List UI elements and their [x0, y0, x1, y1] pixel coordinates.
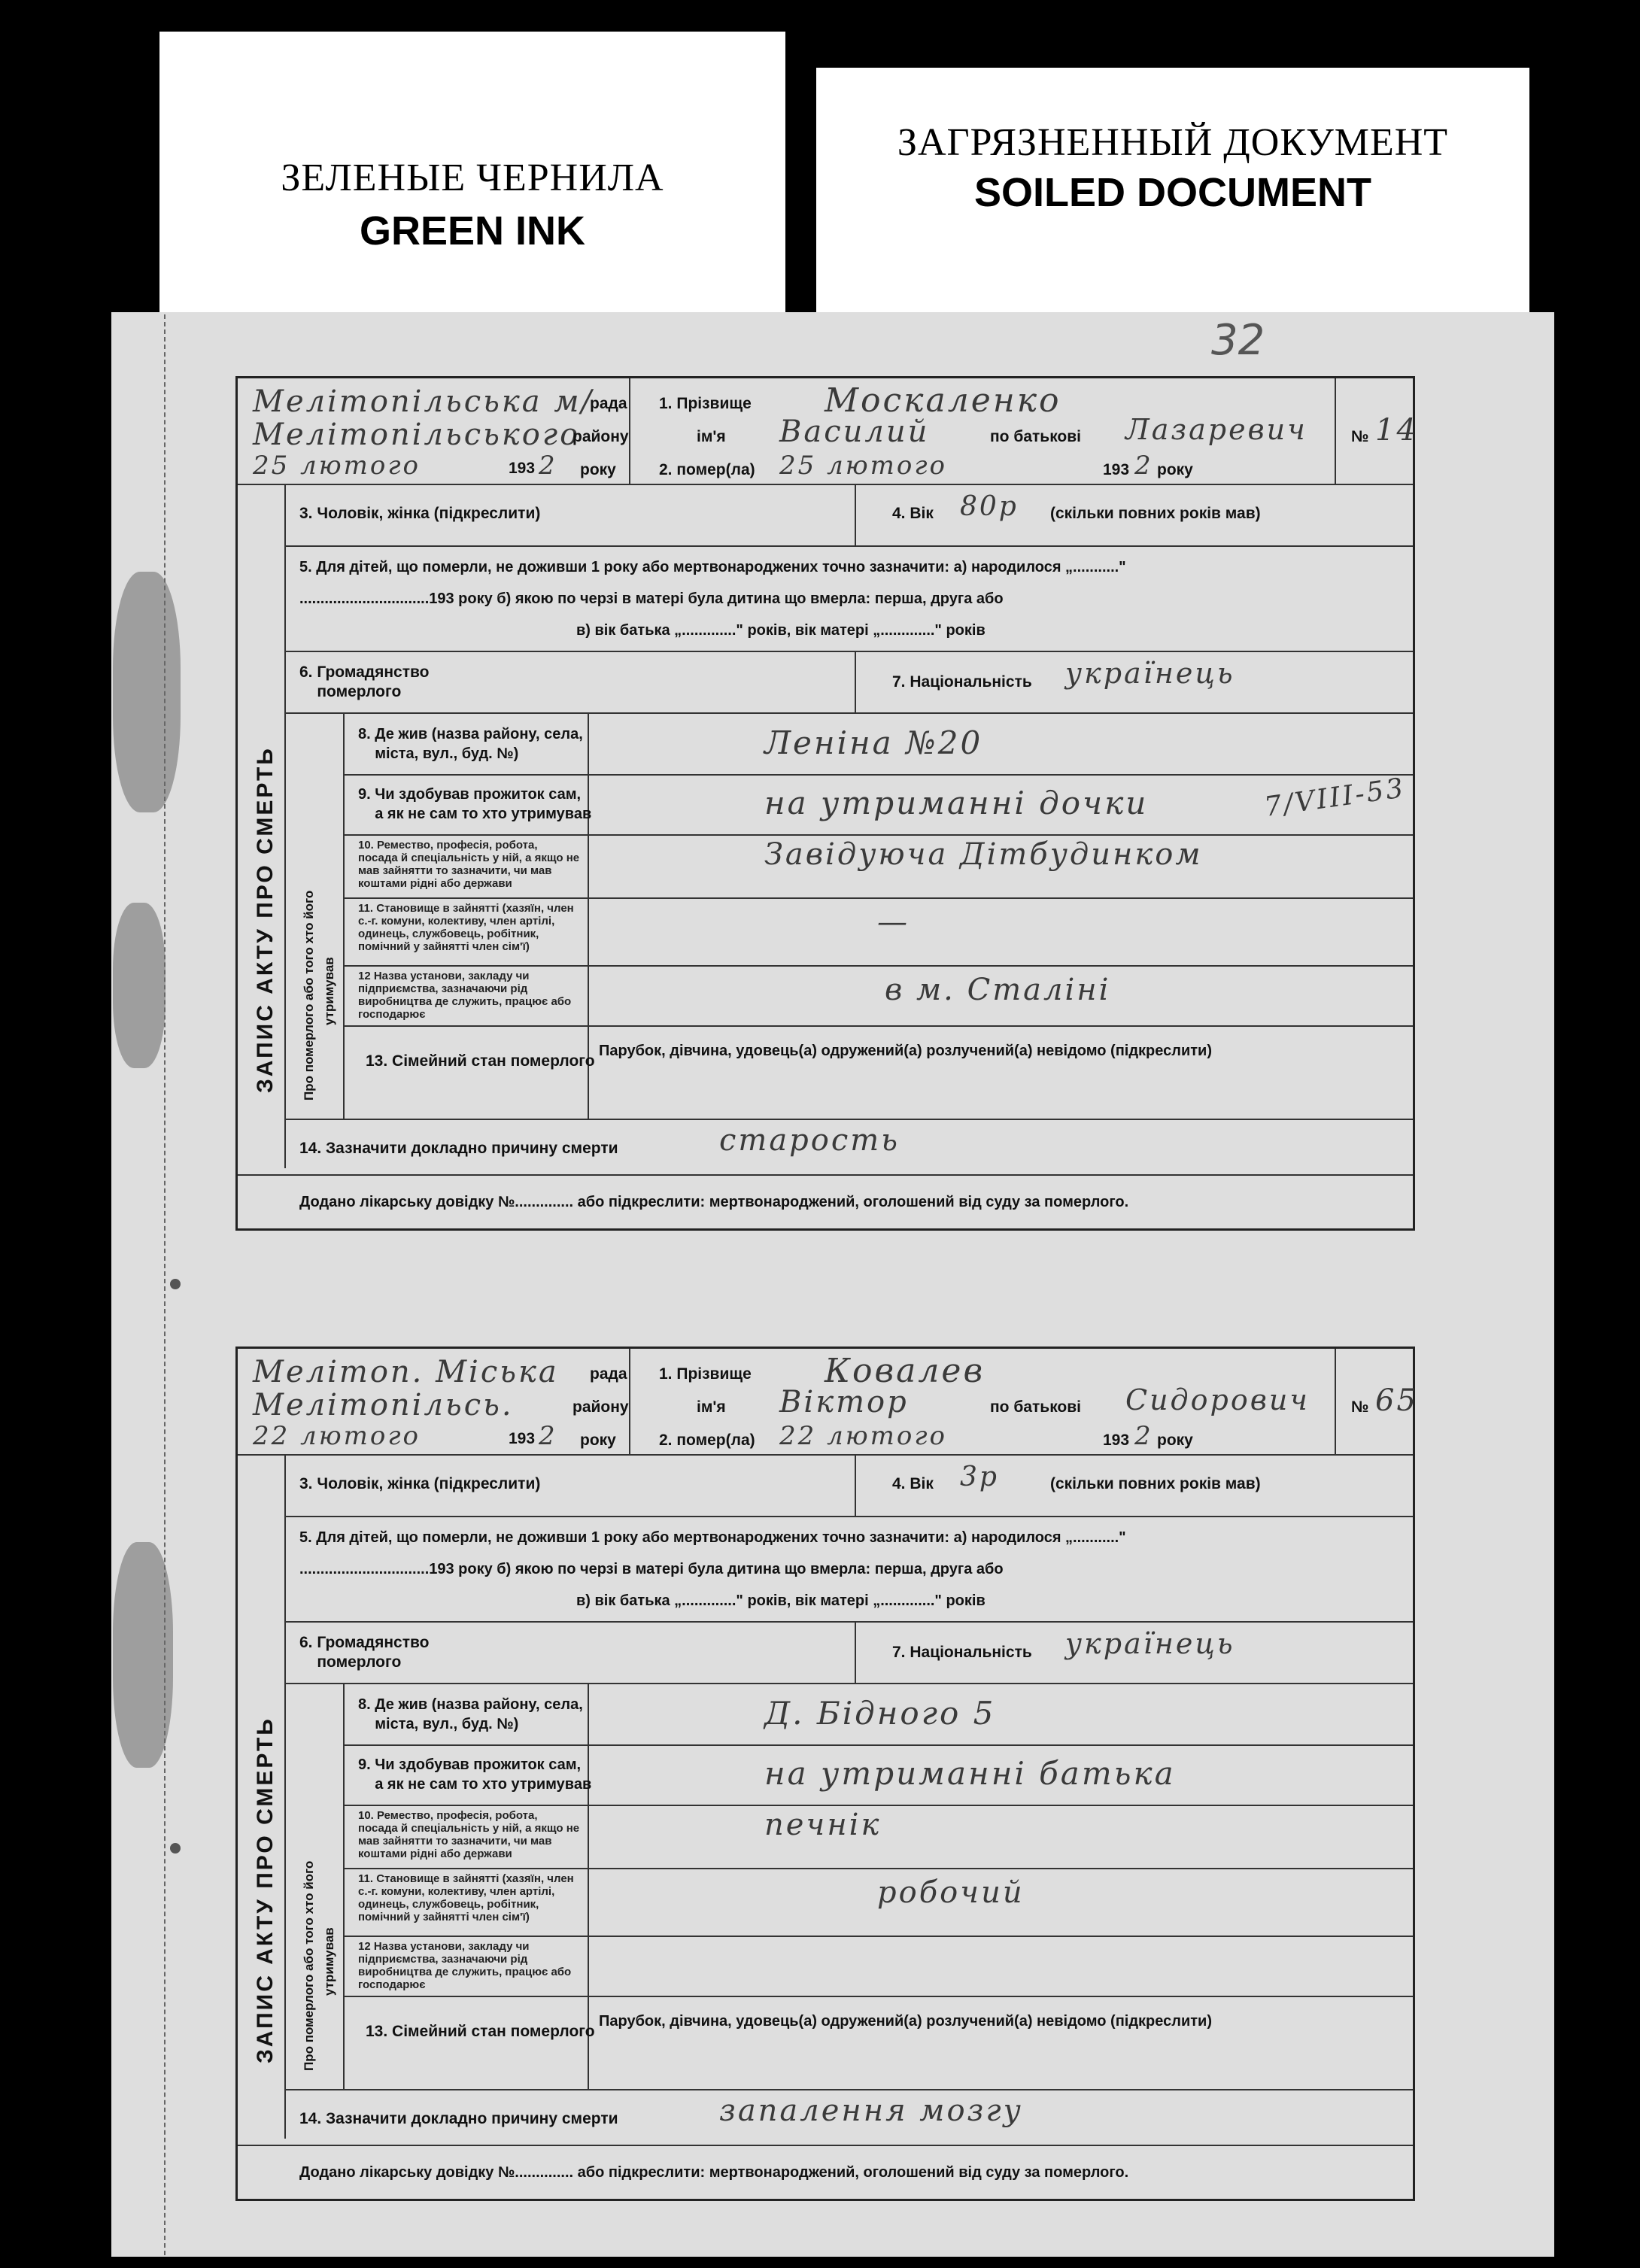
support-value: на утриманні дочки: [764, 785, 1149, 821]
registration-date: 22 лютого: [253, 1421, 421, 1451]
surname-value: Ковалев: [825, 1352, 986, 1390]
surname-value: Москаленко: [825, 381, 1061, 420]
marital-label: 13. Сімейний стан померлого: [366, 1052, 595, 1070]
nationality-value: українець: [1065, 657, 1235, 690]
position-label: 11. Становище в зайнятті (хазяїн, член с.-г. комуни, колективу, член артілі, одинець, службовець, робітник, помічний у зайнятті член сім'ї): [358, 1872, 574, 1923]
number-label: №: [1351, 428, 1369, 445]
occupation-value: Завідуюча Дітбудинком: [764, 837, 1203, 872]
side-subtitle-2: утримував: [322, 957, 336, 1025]
record-number: 14: [1375, 413, 1418, 448]
name-label: ім'я: [697, 428, 726, 445]
registration-year: 2: [539, 451, 557, 481]
roku-label: року: [580, 1432, 616, 1449]
citizenship-label: 6. Громадянство померлого: [299, 663, 430, 700]
surname-label: 1. Прізвище: [659, 395, 752, 412]
year-prefix: 193: [509, 460, 536, 477]
binding-hole: [170, 1843, 181, 1854]
nationality-label: 7. Національність: [892, 1644, 1032, 1661]
residence-value: Д. Бідного 5: [764, 1695, 996, 1732]
binding-hole: [170, 1279, 181, 1289]
position-value: —: [877, 905, 910, 940]
nationality-label: 7. Національність: [892, 673, 1032, 691]
marital-options: Парубок, дівчина, удовець(а) одружений(а) розлучений(а) невідомо (підкреслити): [599, 2013, 1213, 2030]
age-label: 4. Вік: [892, 505, 934, 522]
cause-value: запалення мозгу: [719, 2093, 1023, 2128]
year-prefix: 193: [509, 1430, 536, 1447]
cause-label: 14. Зазначити докладно причину смерти: [299, 1140, 618, 1157]
side-title: ЗАПИС АКТУ ПРО СМЕРТЬ: [253, 1717, 278, 2063]
children-label-2: ...............................193 року б) якою по черзі в матері була дитина що вмерла: перша, друга або: [299, 591, 1004, 607]
patronymic-value: Лазаревич: [1125, 413, 1307, 446]
label-card-soiled: [816, 68, 1529, 323]
workplace-label: 12 Назва установи, закладу чи підприємства, зазначаючи рід виробництва де служить, працює або господарює: [358, 1940, 572, 1991]
registration-date: 25 лютого: [253, 451, 421, 481]
occupation-label: 10. Ремество, професія, робота, посада й спеціальність у ній, а якщо не мав зайнятти то зазначити, чи мав коштами рідні або держави: [358, 839, 580, 890]
children-label-2: ...............................193 року б) якою по черзі в матері була дитина що вмерла: перша, друга або: [299, 1561, 1004, 1577]
label-card-en: SOILED DOCUMENT: [973, 170, 1371, 215]
label-card-ru: ЗЕЛЕНЫЕ ЧЕРНИЛА: [281, 156, 664, 199]
page-number: 32: [1211, 316, 1265, 365]
patronymic-value: Сидорович: [1125, 1383, 1310, 1416]
workplace-label: 12 Назва установи, закладу чи підприємства, зазначаючи рід виробництва де служить, працює або господарює: [358, 970, 572, 1021]
support-value: на утриманні батька: [764, 1755, 1176, 1792]
support-label: 9. Чи здобував прожиток сам, а як не сам то хто утримував: [358, 786, 592, 822]
residence-value: Леніна №20: [764, 724, 983, 761]
first-name-value: Василий: [779, 414, 930, 449]
residence-label: 8. Де жив (назва району, села, міста, вул., буд. №): [358, 1696, 583, 1732]
soil-stain: [113, 1542, 173, 1768]
rada-label: рада: [590, 395, 627, 412]
death-date-value: 22 лютого: [779, 1421, 948, 1451]
children-label-3: в) вік батька „............." років, вік матері „............." років: [576, 622, 986, 639]
soil-stain: [113, 903, 166, 1068]
soil-stain: [113, 572, 181, 812]
district-value: Мелітопільського: [253, 417, 581, 452]
cause-label: 14. Зазначити докладно причину смерти: [299, 2110, 618, 2127]
death-record-form: [235, 1347, 1418, 2201]
residence-label: 8. Де жив (назва району, села, міста, вул., буд. №): [358, 726, 583, 762]
age-hint: (скільки повних років мав): [1050, 1475, 1261, 1492]
footer-note: Додано лікарську довідку №.............. або підкреслити: мертвонароджений, оголошений від суду за померлого.: [299, 1194, 1129, 1210]
marital-label: 13. Сімейний стан померлого: [366, 2023, 595, 2040]
occupation-label: 10. Ремество, професія, робота, посада й спеціальність у ній, а якщо не мав зайнятти то зазначити, чи мав коштами рідні або держави: [358, 1809, 580, 1860]
first-name-value: Віктор: [779, 1385, 909, 1419]
nationality-value: українець: [1065, 1627, 1235, 1660]
sex-label: 3. Чоловік, жінка (підкреслити): [299, 505, 541, 522]
children-label-1: 5. Для дітей, що померли, не доживши 1 року або мертвонароджених точно зазначити: а) народилося „...........": [299, 559, 1126, 575]
sex-label: 3. Чоловік, жінка (підкреслити): [299, 1475, 541, 1492]
district-value: Мелітопільсь.: [253, 1388, 514, 1422]
footer-note: Додано лікарську довідку №.............. або підкреслити: мертвонароджений, оголошений від суду за померлого.: [299, 2164, 1129, 2181]
occupation-value: печнік: [764, 1808, 882, 1842]
side-title: ЗАПИС АКТУ ПРО СМЕРТЬ: [253, 746, 278, 1093]
age-value: 3р: [960, 1462, 999, 1492]
year-prefix: 193: [1103, 1432, 1130, 1449]
label-card-en: GREEN INK: [359, 208, 586, 254]
age-hint: (скільки повних років мав): [1050, 505, 1261, 522]
roku-label: року: [1157, 461, 1193, 478]
age-label: 4. Вік: [892, 1475, 934, 1492]
death-year-value: 2: [1134, 1421, 1153, 1451]
died-label: 2. помер(ла): [659, 461, 755, 478]
raionu-label: району: [572, 1398, 629, 1416]
council-value: Мелітоп. Міська: [253, 1355, 559, 1389]
death-record-form: [235, 376, 1418, 1231]
workplace-value: в м. Сталіні: [885, 973, 1111, 1007]
side-subtitle-1: Про померлого або того хто його: [302, 890, 316, 1101]
label-card-ru: ЗАГРЯЗНЕННЫЙ ДОКУМЕНТ: [897, 121, 1449, 164]
children-label-1: 5. Для дітей, що померли, не доживши 1 року або мертвонароджених точно зазначити: а) народилося „...........": [299, 1529, 1126, 1546]
support-label: 9. Чи здобував прожиток сам, а як не сам то хто утримував: [358, 1756, 592, 1793]
roku-label: року: [1157, 1432, 1193, 1449]
death-year-value: 2: [1134, 451, 1153, 481]
death-date-value: 25 лютого: [779, 451, 948, 481]
rada-label: рада: [590, 1365, 627, 1383]
raionu-label: району: [572, 428, 629, 445]
side-subtitle-2: утримував: [322, 1927, 336, 1996]
year-prefix: 193: [1103, 461, 1130, 478]
age-value: 80р: [960, 491, 1019, 522]
marital-options: Парубок, дівчина, удовець(а) одружений(а) розлучений(а) невідомо (підкреслити): [599, 1043, 1213, 1059]
died-label: 2. помер(ла): [659, 1432, 755, 1449]
margin-annotation: 7/VIII-53: [1262, 773, 1408, 823]
patronymic-label: по батькові: [990, 428, 1081, 445]
council-value: Мелітопільська м/: [253, 384, 594, 419]
surname-label: 1. Прізвище: [659, 1365, 752, 1383]
roku-label: року: [580, 461, 616, 478]
citizenship-label: 6. Громадянство померлого: [299, 1634, 430, 1671]
children-label-3: в) вік батька „............." років, вік матері „............." років: [576, 1592, 986, 1609]
position-label: 11. Становище в зайнятті (хазяїн, член с.-г. комуни, колективу, член артілі, одинець, службовець, робітник, помічний у зайнятті член сім'ї): [358, 902, 574, 953]
number-label: №: [1351, 1398, 1369, 1416]
side-subtitle-1: Про померлого або того хто його: [302, 1860, 316, 2071]
cause-value: старость: [719, 1123, 900, 1158]
registration-year: 2: [539, 1421, 557, 1451]
record-number: 65: [1375, 1383, 1418, 1418]
position-value: робочий: [877, 1875, 1025, 1910]
name-label: ім'я: [697, 1398, 726, 1416]
patronymic-label: по батькові: [990, 1398, 1081, 1416]
label-card-green-ink: [159, 32, 785, 348]
